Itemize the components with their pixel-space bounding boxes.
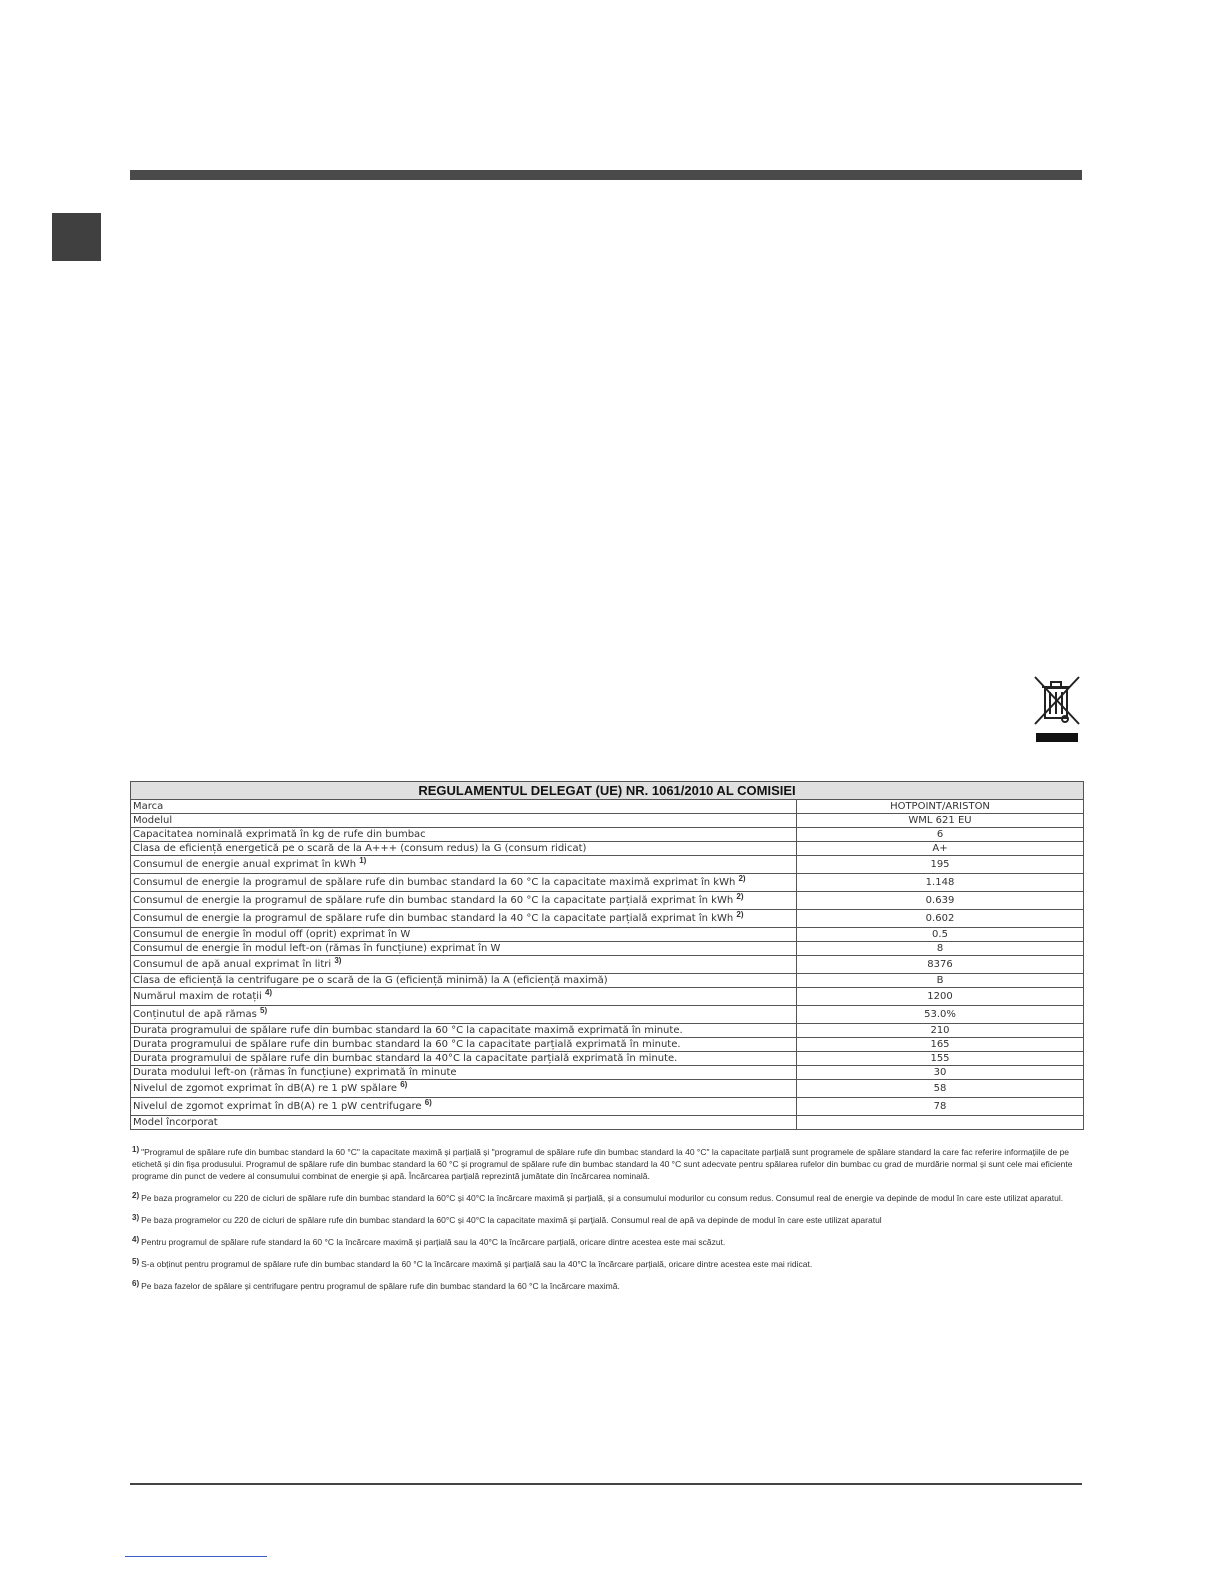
- table-row: [131, 1024, 1084, 1038]
- table-row: [131, 1116, 1084, 1130]
- footnote-text: S-a obținut pentru programul de spălare rufe din bumbac standard la 60 °C la încărcare maximă și parțială sau la 40°C la încărcare parțială, oricare dintre acestea este mai ridicat.: [141, 1259, 813, 1269]
- row-value: 53.0%: [797, 1006, 1084, 1024]
- row-label: Nivelul de zgomot exprimat în dB(A) re 1 pW centrifugare $^{6)}$: [131, 1098, 797, 1116]
- row-label: Model încorporat: [131, 1116, 797, 1130]
- row-value: A+: [797, 842, 1084, 856]
- table-row: [131, 974, 1084, 988]
- row-label: Clasa de eficiență energetică pe o scară de la A+++ (consum redus) la G (consum ridicat): [131, 842, 797, 856]
- table-row: [131, 828, 1084, 842]
- row-value: 8376: [797, 956, 1084, 974]
- table-row: [131, 842, 1084, 856]
- table-row: [131, 988, 1084, 1006]
- row-value: 195: [797, 856, 1084, 874]
- row-value: 155: [797, 1052, 1084, 1066]
- footnote-text: Pe baza fazelor de spălare și centrifugare pentru programul de spălare rufe din bumbac standard la 60 °C la încărcare maximă.: [141, 1281, 620, 1291]
- row-value: 6: [797, 828, 1084, 842]
- row-value: 8: [797, 942, 1084, 956]
- row-label: Consumul de energie anual exprimat în kWh $^{1)}$: [131, 856, 797, 874]
- bottom-rule: [130, 1483, 1082, 1485]
- footnote-ref: 2): [738, 874, 746, 883]
- row-label: Nivelul de zgomot exprimat în dB(A) re 1 pW spălare $^{6)}$: [131, 1080, 797, 1098]
- footnote-number: 6): [132, 1279, 140, 1288]
- weee-underbar: [1036, 733, 1078, 742]
- footnote: [132, 1256, 1076, 1270]
- row-label: Consumul de energie la programul de spălare rufe din bumbac standard la 60 °C la capacitate parțială exprimat în kWh $^{2)}$: [131, 892, 797, 910]
- footnote-ref: 4): [264, 988, 273, 997]
- row-label: Numărul maxim de rotații $^{4)}$: [131, 988, 797, 1006]
- row-value: 30: [797, 1066, 1084, 1080]
- footnote: [132, 1212, 1076, 1226]
- table-row: [131, 1038, 1084, 1052]
- table-row: [131, 942, 1084, 956]
- footer-link-underline: [125, 1556, 267, 1557]
- table-row: [131, 1066, 1084, 1080]
- footnote-number: 4): [132, 1235, 140, 1244]
- row-label: Consumul de energie în modul left-on (rămas în funcțiune) exprimat în W: [131, 942, 797, 956]
- row-label: Durata programului de spălare rufe din bumbac standard la 60 °C la capacitate maximă exprimată în minute.: [131, 1024, 797, 1038]
- footnote: [132, 1144, 1076, 1182]
- row-label: Durata modului left-on (rămas în funcțiune) exprimată în minute: [131, 1066, 797, 1080]
- language-tab-marker: [52, 213, 101, 261]
- footnote-text: "Programul de spălare rufe din bumbac standard la 60 °C" la capacitate maximă și parțială și "programul de spălare rufe din bumbac standard la 40 °C" la capacitate parțială sunt programele de spălare standard la care fac referire informațiile de pe etichetă și din fișa produsului. Programul de spălare rufe din bumbac standard la 60 °C și programul de spălare rufe din bumbac standard la 40 °C sunt adecvate pentru spălarea rufelor din bumbac cu grad de murdărie normal și sunt cele mai eficiente programe din punct de vedere al consumului combinat de energie și apă. Încărcarea parțială reprezintă jumătate din încărcarea nominală.: [132, 1147, 1073, 1181]
- row-value: 165: [797, 1038, 1084, 1052]
- row-value: 0.639: [797, 892, 1084, 910]
- table-row: [131, 874, 1084, 892]
- row-value: B: [797, 974, 1084, 988]
- table-row: [131, 814, 1084, 828]
- table-row: [131, 892, 1084, 910]
- row-value: 0.5: [797, 928, 1084, 942]
- regulation-table: [130, 781, 1084, 1130]
- row-label: Durata programului de spălare rufe din bumbac standard la 60 °C la capacitate parțială exprimată în minute.: [131, 1038, 797, 1052]
- footnote-text: Pe baza programelor cu 220 de cicluri de spălare rufe din bumbac standard la 60°C și 40°C la capacitate maximă și parțială. Consumul real de apă va depinde de modul în care este utilizat aparatul: [141, 1215, 882, 1225]
- row-label: Consumul de apă anual exprimat în litri $^{3)}$: [131, 956, 797, 974]
- row-label: Clasa de eficiență la centrifugare pe o scară de la G (eficiență minimă) la A (eficiență maximă): [131, 974, 797, 988]
- table-row: [131, 1080, 1084, 1098]
- footnote: [132, 1278, 1076, 1292]
- footnotes: [132, 1144, 1076, 1300]
- footnote: [132, 1190, 1076, 1204]
- footnote-ref: 3): [334, 956, 342, 965]
- row-label: Capacitatea nominală exprimată în kg de rufe din bumbac: [131, 828, 797, 842]
- footnote-ref: 2): [736, 892, 744, 901]
- row-label: Modelul: [131, 814, 797, 828]
- footnote-number: 2): [132, 1191, 140, 1200]
- footnote-text: Pentru programul de spălare rufe standard la 60 °C la încărcare maximă și parțială sau la 40°C la încărcare parțială, oricare dintre acestea este mai scăzut.: [141, 1237, 726, 1247]
- row-label: Durata programului de spălare rufe din bumbac standard la 40°C la capacitate parțială exprimată în minute.: [131, 1052, 797, 1066]
- row-label: Conținutul de apă rămas $^{5)}$: [131, 1006, 797, 1024]
- table-row: [131, 1098, 1084, 1116]
- row-value: 1.148: [797, 874, 1084, 892]
- row-value: 78: [797, 1098, 1084, 1116]
- row-label: Consumul de energie la programul de spălare rufe din bumbac standard la 40 °C la capacitate parțială exprimat în kWh $^{2)}$: [131, 910, 797, 928]
- footnote-ref: 6): [400, 1080, 408, 1089]
- footnote-ref: 6): [424, 1098, 432, 1107]
- table-row: [131, 928, 1084, 942]
- table-row: [131, 1052, 1084, 1066]
- footnote-ref: 5): [260, 1006, 268, 1015]
- footnote: [132, 1234, 1076, 1248]
- row-value: 58: [797, 1080, 1084, 1098]
- footnote-number: 1): [132, 1145, 140, 1154]
- table-row: [131, 800, 1084, 814]
- table-row: [131, 1006, 1084, 1024]
- table-row: [131, 856, 1084, 874]
- row-label: Marca: [131, 800, 797, 814]
- footnote-number: 5): [132, 1257, 140, 1266]
- row-value: 210: [797, 1024, 1084, 1038]
- footnote-number: 3): [132, 1213, 140, 1222]
- row-value: 0.602: [797, 910, 1084, 928]
- row-value: [797, 1116, 1084, 1130]
- footnote-ref: 2): [736, 910, 744, 919]
- row-label: Consumul de energie la programul de spălare rufe din bumbac standard la 60 °C la capacitate maximă exprimat în kWh $^{2)}$: [131, 874, 797, 892]
- footnote-text: Pe baza programelor cu 220 de cicluri de spălare rufe din bumbac standard la 60°C și 40°C la încărcare maximă și parțială, și a consumului modurilor cu consum redus. Consumul real de energie va depinde de modul în care este utilizat aparatul.: [141, 1193, 1064, 1203]
- top-rule: [130, 170, 1082, 180]
- row-label: Consumul de energie în modul off (oprit) exprimat în W: [131, 928, 797, 942]
- table-row: [131, 956, 1084, 974]
- table-row: [131, 910, 1084, 928]
- regulation-title: REGULAMENTUL DELEGAT (UE) NR. 1061/2010 AL COMISIEI: [131, 782, 1084, 800]
- footnote-ref: 1): [359, 856, 367, 865]
- row-value: 1200: [797, 988, 1084, 1006]
- row-value: WML 621 EU: [797, 814, 1084, 828]
- row-value: HOTPOINT/ARISTON: [797, 800, 1084, 814]
